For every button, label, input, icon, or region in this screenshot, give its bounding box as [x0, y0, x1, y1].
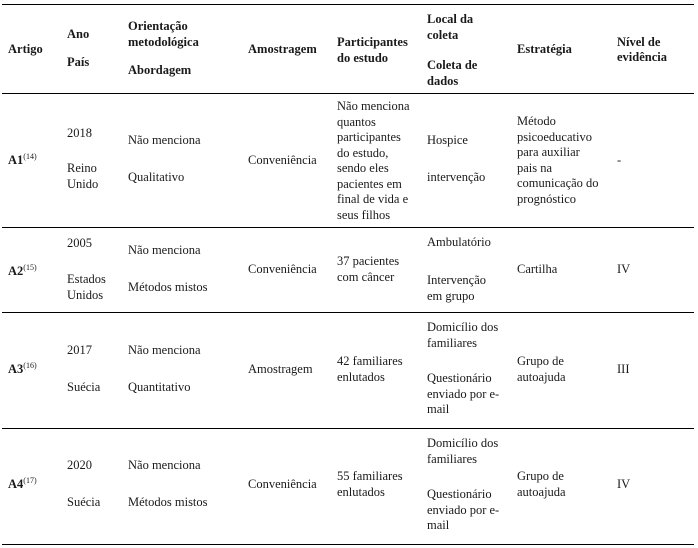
- row-orientacao: Não menciona: [128, 458, 201, 472]
- row-ano: 2005: [67, 236, 92, 250]
- row-abordagem: Qualitativo: [128, 170, 185, 184]
- table-rule-top: [2, 4, 694, 5]
- header-ano: Ano: [67, 27, 90, 41]
- header-abordagem: Abordagem: [128, 63, 192, 77]
- row-amostragem: Amostragem: [248, 362, 313, 376]
- row-amostragem: Conveniência: [248, 477, 317, 491]
- row-abordagem: Métodos mistos: [128, 280, 208, 294]
- row-artigo: A1$^{(14)}$: [8, 152, 37, 167]
- row-amostragem: Conveniência: [248, 262, 317, 276]
- row-artigo: A4$^{(17)}$: [8, 476, 37, 491]
- header-orientacao-2: metodológica: [128, 35, 199, 49]
- row-coleta: Questionário enviado por e- mail: [427, 487, 500, 532]
- row-participantes: 42 familiares enlutados: [337, 354, 403, 384]
- row-artigo: A2$^{(15)}$: [8, 263, 37, 278]
- table-rule-row1: [2, 227, 694, 228]
- row-local: Domicílio dos familiares: [427, 436, 499, 466]
- row-estrategia: Cartilha: [517, 262, 558, 276]
- header-participantes-2: do estudo: [337, 51, 389, 65]
- row-orientacao: Não menciona: [128, 243, 201, 257]
- row-ano: 2018: [67, 126, 92, 140]
- header-local-1: Local da: [427, 12, 474, 26]
- row-nivel: -: [617, 153, 622, 167]
- row-artigo: A3$^{(16)}$: [8, 361, 37, 376]
- row-coleta: Questionário enviado por e- mail: [427, 371, 500, 416]
- row-participantes: Não menciona quantos participantes do estudo, sendo eles pacientes em final de vida e seus filhos: [337, 99, 410, 222]
- header-amostragem: Amostragem: [248, 42, 317, 56]
- header-orientacao-1: Orientação: [128, 19, 188, 33]
- row-ano: 2017: [67, 343, 92, 357]
- row-pais: Reino Unido: [67, 161, 99, 191]
- row-abordagem: Quantitativo: [128, 380, 191, 394]
- table-rule-row2: [2, 312, 694, 313]
- row-nivel: IV: [617, 262, 631, 276]
- row-nivel: III: [617, 362, 630, 376]
- row-ano: 2020: [67, 458, 92, 472]
- row-pais: Estados Unidos: [67, 272, 106, 302]
- row-local: Hospice: [427, 133, 468, 147]
- header-coleta-2: dados: [427, 74, 459, 88]
- table-rule-bottom: [2, 544, 694, 545]
- row-participantes: 37 pacientes com câncer: [337, 254, 400, 284]
- header-coleta-1: Coleta de: [427, 58, 478, 72]
- table-rule-header: [2, 93, 694, 94]
- row-coleta: Intervenção em grupo: [427, 273, 486, 303]
- row-orientacao: Não menciona: [128, 133, 201, 147]
- row-amostragem: Conveniência: [248, 153, 317, 167]
- header-estrategia: Estratégia: [517, 42, 572, 56]
- row-estrategia: Grupo de autoajuda: [517, 354, 566, 384]
- header-local-2: coleta: [427, 28, 459, 42]
- header-participantes-1: Participantes: [337, 35, 408, 49]
- table-rule-row3: [2, 428, 694, 429]
- header-nivel-2: evidência: [617, 50, 667, 64]
- header-nivel-1: Nível de: [617, 35, 661, 49]
- row-pais: Suécia: [67, 495, 101, 509]
- row-local: Ambulatório: [427, 235, 491, 249]
- row-estrategia: Método psicoeducativo para auxiliar pais na comunicação do prognóstico: [517, 114, 599, 206]
- row-estrategia: Grupo de autoajuda: [517, 469, 566, 499]
- row-pais: Suécia: [67, 380, 101, 394]
- row-participantes: 55 familiares enlutados: [337, 469, 403, 499]
- row-orientacao: Não menciona: [128, 343, 201, 357]
- row-abordagem: Métodos mistos: [128, 495, 208, 509]
- row-local: Domicílio dos familiares: [427, 320, 499, 350]
- header-pais: País: [67, 55, 90, 69]
- header-artigo: Artigo: [8, 42, 43, 56]
- row-nivel: IV: [617, 477, 631, 491]
- row-coleta: intervenção: [427, 170, 486, 184]
